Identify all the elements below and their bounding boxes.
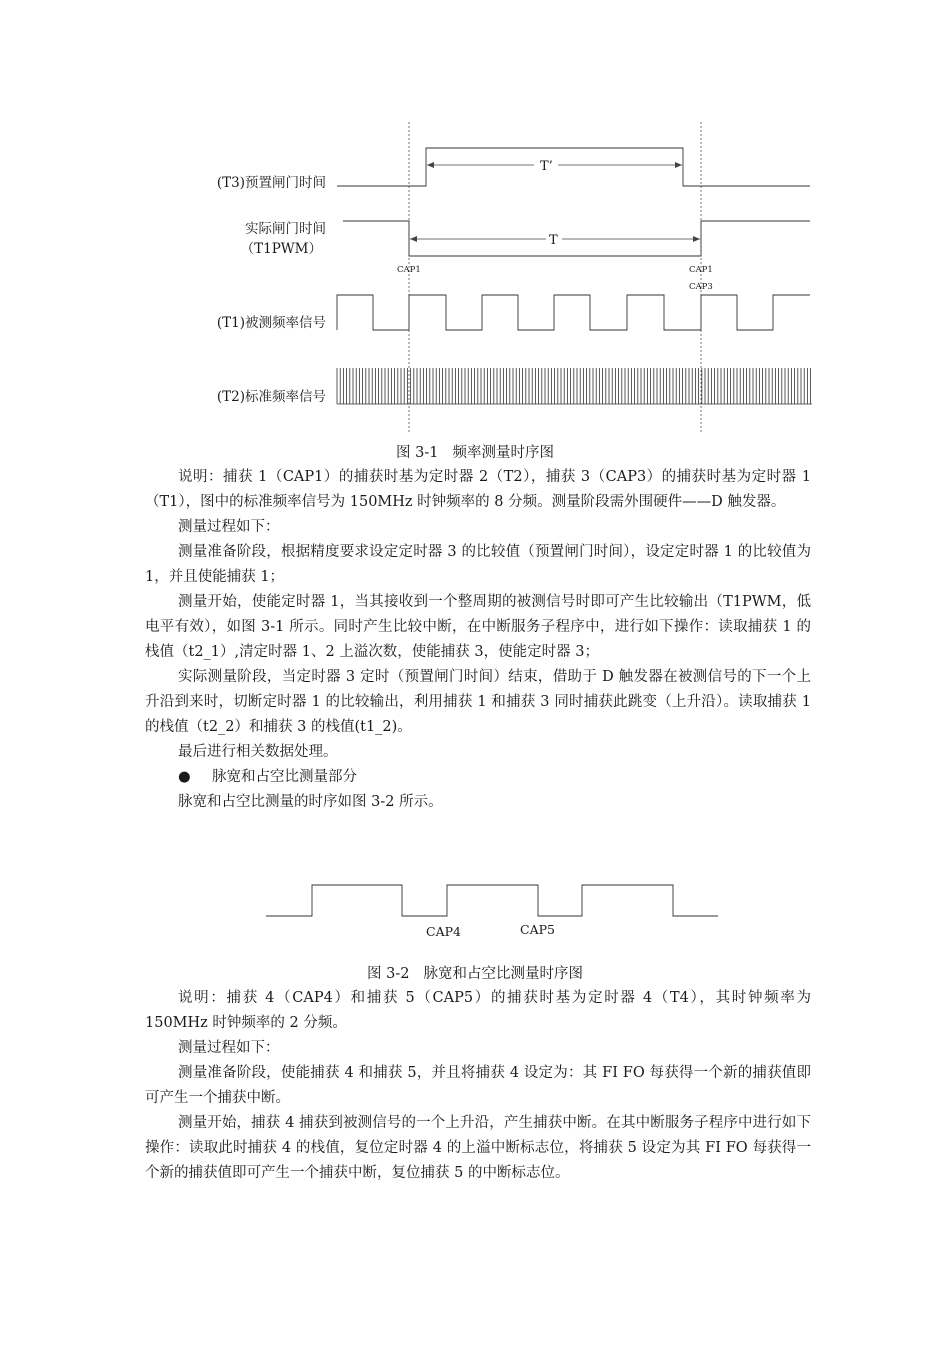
frequency-timing-diagram bbox=[0, 0, 950, 440]
paragraph: 测量开始，捕获 4 捕获到被测信号的一个上升沿，产生捕获中断。在其中断服务子程序中进行如下操作：读取此时捕获 4 的栈值，复位定时器 4 的上溢中断标志位，将捕获 5 设定为其 FI FO 每获得一个新的捕获值即可产生一个捕获中断，复位捕获 5 的中断标志位。 bbox=[145, 1115, 811, 1181]
cap4-label: CAP4 bbox=[426, 924, 461, 939]
measured-signal-label: (T1)被测频率信号 bbox=[216, 315, 326, 331]
paragraph: 测量准备阶段，使能捕获 4 和捕获 5，并且将捕获 4 设定为：其 FI FO 每获得一个新的捕获值即可产生一个捕获中断。 bbox=[145, 1065, 811, 1106]
paragraph: 最后进行相关数据处理。 bbox=[178, 744, 338, 760]
cap1-right-label: CAP1 bbox=[689, 265, 713, 275]
actual-gate-sublabel: （T1PWM） bbox=[240, 241, 322, 257]
preset-gate-waveform bbox=[337, 148, 810, 186]
figure-3-2-caption: 图 3-2 脉宽和占空比测量时序图 bbox=[367, 966, 583, 982]
pulse-width-timing-diagram bbox=[0, 870, 950, 950]
paragraph: 测量准备阶段，根据精度要求设定定时器 3 的比较值（预置闸门时间），设定定时器 1 的比较值为 1，并且使能捕获 1； bbox=[145, 544, 811, 585]
measured-signal-waveform bbox=[337, 295, 810, 330]
figure-3-1-caption: 图 3-1 频率测量时序图 bbox=[396, 445, 554, 461]
actual-gate-label: 实际闸门时间 bbox=[245, 221, 326, 237]
standard-signal-waveform bbox=[337, 368, 812, 404]
paragraph: 脉宽和占空比测量的时序如图 3-2 所示。 bbox=[178, 794, 443, 810]
t-prime-label: T’ bbox=[540, 159, 553, 174]
paragraph: 说明：捕获 4（CAP4）和捕获 5（CAP5）的捕获时基为定时器 4（T4），其时钟频率为 150MHz 时钟频率的 2 分频。 bbox=[145, 990, 811, 1031]
paragraph: 说明：捕获 1（CAP1）的捕获时基为定时器 2（T2），捕获 3（CAP3）的捕获时基为定时器 1（T1），图中的标准频率信号为 150MHz 时钟频率的 8 分频。测量阶段需外围硬件——D 触发器。 bbox=[145, 469, 811, 510]
standard-signal-label: (T2)标准频率信号 bbox=[216, 389, 326, 405]
cap1-left-label: CAP1 bbox=[397, 265, 421, 275]
paragraph: 测量过程如下： bbox=[178, 519, 280, 535]
body-text-section-1 bbox=[145, 465, 811, 815]
bullet-dot-icon: ● bbox=[178, 769, 191, 785]
t-label: T bbox=[549, 233, 558, 248]
body-text-section-2 bbox=[145, 986, 811, 1186]
paragraph: 测量开始，使能定时器 1，当其接收到一个整周期的被测信号时即可产生比较输出（T1PWM，低电平有效），如图 3-1 所示。同时产生比较中断，在中断服务子程序中，进行如下操作：读取捕获 1 的栈值（t2_1）,清定时器 1、2 上溢次数，使能捕获 3，使能定时器 3； bbox=[145, 594, 811, 660]
preset-gate-label: (T3)预置闸门时间 bbox=[216, 175, 326, 191]
cap5-label: CAP5 bbox=[520, 922, 555, 937]
bullet-item: ● 脉宽和占空比测量部分 bbox=[145, 765, 811, 790]
cap3-right-label: CAP3 bbox=[689, 282, 713, 292]
paragraph: 实际测量阶段，当定时器 3 定时（预置闸门时间）结束，借助于 D 触发器在被测信号的下一个上升沿到来时，切断定时器 1 的比较输出，利用捕获 1 和捕获 3 同时捕获此跳变（上升沿）。读取捕获 1 的栈值（t2_2）和捕获 3 的栈值(t1_2)。 bbox=[145, 669, 811, 735]
paragraph: 测量过程如下： bbox=[178, 1040, 280, 1056]
